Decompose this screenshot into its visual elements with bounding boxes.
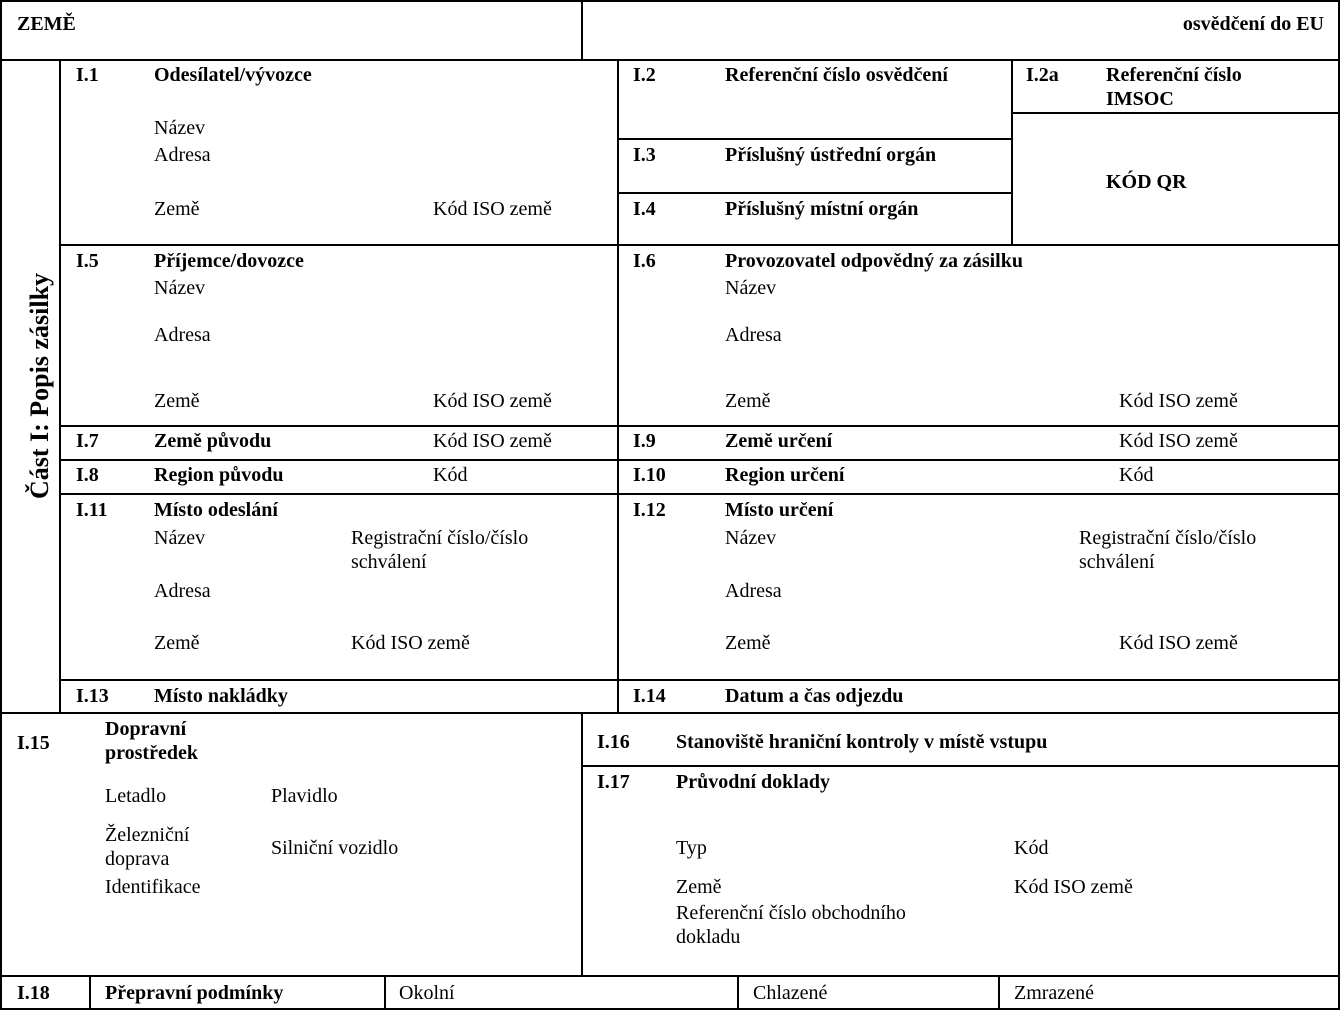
field-label-iso: Kód ISO země xyxy=(1119,430,1238,452)
box-number: I.1 xyxy=(76,64,99,86)
option-vessel[interactable] xyxy=(271,784,338,808)
field-label-iso: Kód ISO země xyxy=(433,430,552,452)
field-label-registration: Registrační číslo/číslo schválení xyxy=(1079,527,1257,574)
box-title: Region určení xyxy=(725,464,845,486)
field-label-identification: Identifikace xyxy=(105,876,201,898)
box-title: Země určení xyxy=(725,430,833,452)
box-title: Odesílatel/vývozce xyxy=(154,64,312,86)
box-number: I.16 xyxy=(597,731,630,753)
field-label-name: Název xyxy=(725,277,777,299)
field-label-iso: Kód ISO země xyxy=(1014,876,1133,898)
option-aircraft[interactable] xyxy=(105,784,166,808)
qr-code-placeholder: KÓD QR xyxy=(1106,171,1187,193)
box-title: Průvodní doklady xyxy=(676,771,830,793)
box-number: I.14 xyxy=(633,685,666,707)
side-label: Část I: Popis zásilky xyxy=(25,272,54,500)
option-label: Letadlo xyxy=(105,785,167,807)
field-label-country: Země xyxy=(725,390,771,412)
box-number: I.13 xyxy=(76,685,109,707)
option-road[interactable] xyxy=(271,836,398,860)
box-title: Přepravní podmínky xyxy=(105,982,284,1004)
box-title: Referenční číslo IMSOC xyxy=(1106,64,1242,111)
field-label-registration: Registrační číslo/číslo schválení xyxy=(351,527,529,574)
field-label-commercial-ref: Referenční číslo obchodního dokladu xyxy=(676,902,906,949)
box-title: Země původu xyxy=(154,430,272,452)
field-label-country: Země xyxy=(154,390,200,412)
option-label: Okolní xyxy=(399,982,455,1004)
box-title: Příslušný ústřední orgán xyxy=(725,144,937,166)
field-label-country: Země xyxy=(725,632,771,654)
option-rail[interactable] xyxy=(105,823,245,872)
option-label: Železniční doprava xyxy=(105,824,190,871)
field-label-type: Typ xyxy=(676,837,707,859)
field-label-address: Adresa xyxy=(725,580,782,602)
box-number: I.12 xyxy=(633,499,666,521)
box-title: Region původu xyxy=(154,464,284,486)
box-number: I.10 xyxy=(633,464,666,486)
field-label-code: Kód xyxy=(433,464,468,486)
field-label-address: Adresa xyxy=(154,324,211,346)
option-chilled[interactable] xyxy=(753,981,827,1005)
box-title: Příjemce/dovozce xyxy=(154,250,304,272)
field-label-iso: Kód ISO země xyxy=(433,390,552,412)
box-number: I.8 xyxy=(76,464,99,486)
field-label-country: Země xyxy=(154,198,200,220)
box-number: I.17 xyxy=(597,771,630,793)
field-label-country: Země xyxy=(676,876,722,898)
field-label-iso: Kód ISO země xyxy=(1119,390,1238,412)
field-label-name: Název xyxy=(725,527,777,549)
box-title: Příslušný místní orgán xyxy=(725,198,919,220)
header-country: ZEMĚ xyxy=(17,13,76,35)
box-number: I.2 xyxy=(633,64,656,86)
box-title: Místo určení xyxy=(725,499,834,521)
option-label: Plavidlo xyxy=(271,785,338,807)
option-frozen[interactable] xyxy=(1014,981,1094,1005)
field-label-code: Kód xyxy=(1014,837,1049,859)
box-number: I.18 xyxy=(17,982,50,1004)
box-number: I.11 xyxy=(76,499,108,521)
option-label: Zmrazené xyxy=(1014,982,1094,1004)
box-number: I.4 xyxy=(633,198,656,220)
box-title: Datum a čas odjezdu xyxy=(725,685,904,707)
option-label: Chlazené xyxy=(753,982,828,1004)
box-title: Stanoviště hraniční kontroly v místě vstupu xyxy=(676,731,1048,753)
field-label-iso: Kód ISO země xyxy=(351,632,470,654)
field-label-address: Adresa xyxy=(154,580,211,602)
field-label-name: Název xyxy=(154,527,206,549)
box-number: I.2a xyxy=(1026,64,1059,86)
box-title: Referenční číslo osvědčení xyxy=(725,64,948,86)
box-title: Místo odeslání xyxy=(154,499,278,521)
box-number: I.9 xyxy=(633,430,656,452)
box-title: Místo nakládky xyxy=(154,685,288,707)
field-label-iso: Kód ISO země xyxy=(1119,632,1238,654)
field-label-address: Adresa xyxy=(725,324,782,346)
option-ambient[interactable] xyxy=(399,981,455,1005)
field-label-country: Země xyxy=(154,632,200,654)
option-label: Silniční vozidlo xyxy=(271,837,399,859)
box-number: I.5 xyxy=(76,250,99,272)
box-number: I.15 xyxy=(17,732,50,754)
box-number: I.3 xyxy=(633,144,656,166)
box-number: I.6 xyxy=(633,250,656,272)
field-label-name: Název xyxy=(154,277,206,299)
field-label-name: Název xyxy=(154,117,206,139)
field-label-code: Kód xyxy=(1119,464,1154,486)
field-label-address: Adresa xyxy=(154,144,211,166)
field-label-iso: Kód ISO země xyxy=(433,198,552,220)
box-number: I.7 xyxy=(76,430,99,452)
header-certificate: osvědčení do EU xyxy=(1182,13,1324,35)
box-title: Provozovatel odpovědný za zásilku xyxy=(725,250,1023,272)
box-title: Dopravní prostředek xyxy=(105,718,198,765)
